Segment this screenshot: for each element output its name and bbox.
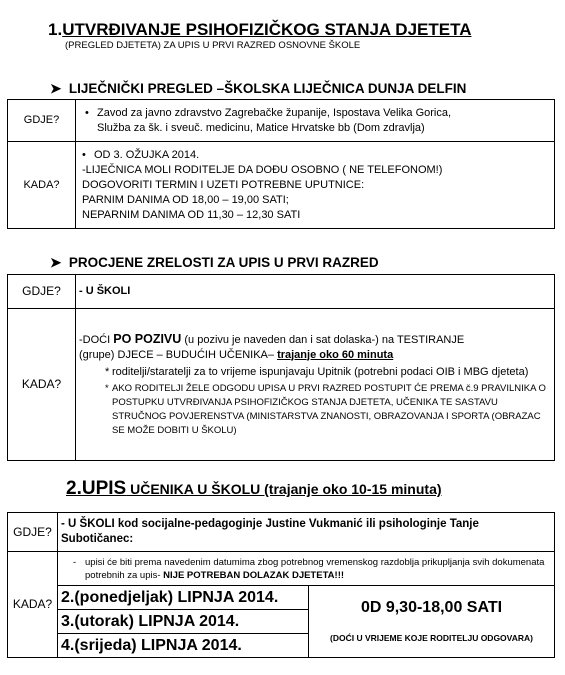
section1-heading: ➤ LIJEČNIČKI PREGLED –ŠKOLSKA LIJEČNICA DUNJA DELFIN: [50, 81, 467, 96]
section2-table: [7, 274, 555, 461]
section3-note: - upisi će biti prema navedenim datumima zbog potrebnog vremenskog razdoblja prikupljanja svih dokumenata potrebnih za upis- NIJE POTREBAN DOLAZAK DJETETA!!!: [58, 552, 555, 586]
section2-gdje-value: - U ŠKOLI: [76, 275, 555, 309]
title-text: UTVRĐIVANJE PSIHOFIZIČKOG STANJA DJETETA: [62, 20, 472, 39]
section2-kada-value: -DOĆI PO POZIVU (u pozivu je naveden dan i sat dolaska-) na TESTIRANJE (grupe) DJECE – BUDUĆIH UČENIKA– trajanje oko 60 minuta * roditelji/staratelji za to vrijeme ispunjavaju Upitnik (potrebni podaci OIB i MBG djeteta) * AKO RODITELJI ŽELE ODGODU UPISA U PRVI RAZRED POSTUPIT ĆE PREMA č.9 PRAVILNIKA O POSTUPKU UTVRĐIVANJA PSIHOFIZIČKOG STANJA DJETETA, UČENIKA TE SASTAVU STRUČNOG POVJERENSTVA (MINISTARSTVA ZNANOSTI, OBRAZOVANJA I SPORTA (OBRAZAC SE MOŽE DOBITI U ŠKOLU): [76, 309, 555, 461]
page-subtitle: (PREGLED DJETETA) ZA UPIS U PRVI RAZRED OSNOVNE ŠKOLE: [65, 40, 361, 51]
section3-gdje-value: - U ŠKOLI kod socijalne-pedagoginje Justine Vukmanić ili psihologinje Tanje Subotičanec:: [58, 513, 555, 552]
date-row: 3.(utorak) LIPNJA 2014.: [58, 610, 309, 634]
section1-table: [7, 99, 555, 229]
asterisk-icon: *: [105, 365, 110, 378]
time-cell: [309, 586, 555, 658]
section2-heading: ➤ PROCJENE ZRELOSTI ZA UPIS U PRVI RAZRED: [50, 255, 379, 270]
arrow-bullet-icon: ➤: [50, 255, 62, 270]
section1-kada-value: • OD 3. OŽUJKA 2014. -LIJEČNICA MOLI RODITELJE DA DOĐU OSOBNO ( NE TELEFONOM!) DOGOVORITI TERMIN I UZETI POTREBNE UPUTNICE: PARNIM DANIMA OD 18,00 – 19,00 SATI; NEPARNIM DANIMA OD 11,30 – 12,30 SATI: [76, 142, 555, 229]
section2-kada-label: KADA?: [8, 309, 76, 461]
date-row: 4.(srijeda) LIPNJA 2014.: [58, 634, 309, 658]
asterisk-icon: *: [105, 382, 109, 394]
section3-kada-label: KADA?: [8, 552, 58, 658]
section2-gdje-label: GDJE?: [8, 275, 76, 309]
date-row: 2.(ponedjeljak) LIPNJA 2014.: [58, 586, 309, 610]
section3-heading: 2.UPIS UČENIKA U ŠKOLU (trajanje oko 10-15 minuta): [66, 478, 442, 499]
section1-gdje-value: • Zavod za javno zdravstvo Zagrebačke županije, Ispostava Velika Gorica, Služba za šk. i sveuč. medicinu, Matice Hrvatske bb (Dom zdravlja): [76, 100, 555, 142]
section1-kada-label: KADA?: [8, 142, 76, 229]
section1-gdje-label: GDJE?: [8, 100, 76, 142]
section3-gdje-label: GDJE?: [8, 513, 58, 552]
time-note: (DOĆI U VRIJEME KOJE RODITELJU ODGOVARA): [330, 633, 533, 643]
page-title: [48, 20, 471, 40]
time-value: 0D 9,30-18,00 SATI: [360, 599, 503, 616]
section3-table: [7, 512, 555, 658]
title-number: 1.: [48, 20, 63, 39]
arrow-bullet-icon: ➤: [50, 81, 62, 96]
